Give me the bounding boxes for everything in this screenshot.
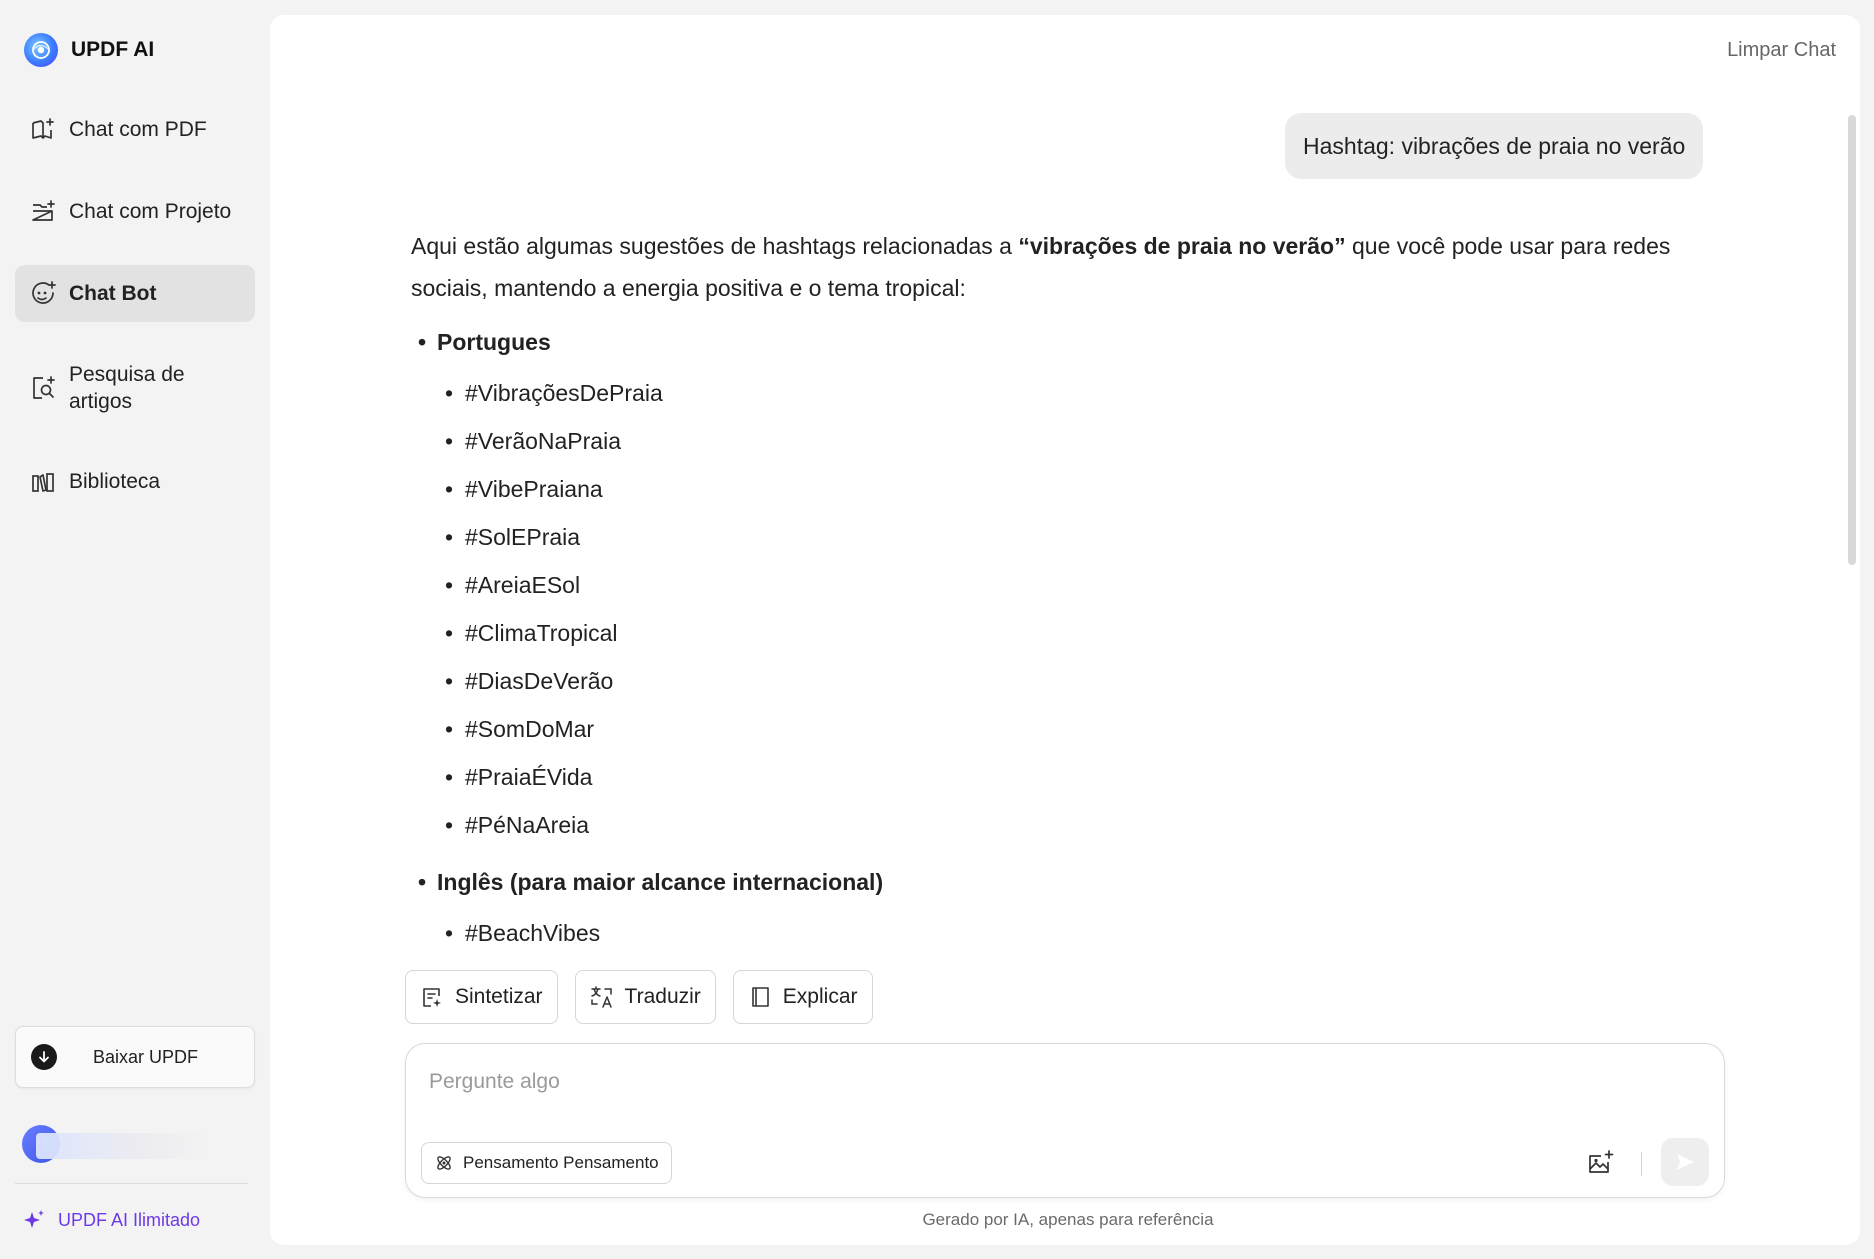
download-updf-button[interactable]	[15, 1026, 255, 1088]
section-title: • Inglês (para maior alcance internacional)	[411, 861, 1741, 903]
upgrade-link[interactable]	[22, 1208, 200, 1232]
list-item: • #VibraçõesDePraia	[411, 369, 1741, 417]
divider	[1641, 1152, 1642, 1176]
ai-disclaimer: Gerado por IA, apenas para referência	[922, 1210, 1214, 1229]
sidebar-item-biblioteca[interactable]	[15, 458, 255, 506]
sidebar-item-label: Chat Bot	[69, 281, 157, 305]
download-icon	[31, 1044, 57, 1070]
sidebar-divider	[15, 1183, 248, 1184]
updf-logo-icon	[24, 33, 58, 67]
action-label: Traduzir	[624, 985, 701, 1008]
send-button[interactable]	[1661, 1138, 1709, 1186]
summarize-icon	[419, 984, 445, 1010]
user-name-redacted	[36, 1133, 212, 1159]
list-item: • #ClimaTropical	[411, 609, 1741, 657]
assistant-answer	[411, 225, 1741, 957]
bot-face-icon	[29, 280, 57, 308]
download-label: Baixar UPDF	[93, 1046, 199, 1067]
brand[interactable]	[24, 33, 154, 67]
list-item: • #SomDoMar	[411, 705, 1741, 753]
quick-actions	[405, 970, 890, 1024]
chat-panel	[270, 15, 1860, 1245]
clear-chat-button[interactable]: Limpar Chat	[1727, 39, 1836, 61]
sidebar	[0, 0, 268, 1259]
message-composer	[405, 1043, 1725, 1198]
sidebar-item-label: Chat com PDF	[69, 118, 207, 141]
book-icon	[747, 984, 773, 1010]
atom-icon	[434, 1153, 454, 1173]
list-item: • #SolEPraia	[411, 513, 1741, 561]
sidebar-item-chat-pdf[interactable]	[15, 106, 255, 154]
search-document-icon	[29, 374, 57, 402]
list-item: • #DiasDeVerão	[411, 657, 1741, 705]
list-item: • #PéNaAreia	[411, 801, 1741, 849]
action-label: Sintetizar	[455, 985, 543, 1008]
list-item: • #VerãoNaPraia	[411, 417, 1741, 465]
book-sparkle-icon	[29, 116, 57, 144]
explain-button[interactable]	[733, 970, 873, 1024]
brand-name: UPDF AI	[71, 38, 155, 61]
sidebar-item-label: Chat com Projeto	[69, 200, 232, 223]
sparkle-icon	[22, 1208, 46, 1232]
translate-icon	[589, 984, 615, 1010]
thinking-toggle[interactable]	[421, 1142, 672, 1184]
summarize-button[interactable]	[405, 970, 558, 1024]
thinking-label: Pensamento Pensamento	[463, 1153, 659, 1172]
translate-button[interactable]	[575, 970, 716, 1024]
list-item: • #VibePraiana	[411, 465, 1741, 513]
answer-intro: Aqui estão algumas sugestões de hashtags relacionadas a “vibrações de praia no verão” que você pode usar para redes sociais, mantendo a energia positiva e o tema tropical:	[411, 233, 1671, 301]
folder-sparkle-icon	[29, 198, 57, 226]
sidebar-item-label: Pesquisa de artigos	[69, 363, 185, 413]
list-item: • #AreiaESol	[411, 561, 1741, 609]
image-upload-icon[interactable]	[1586, 1148, 1616, 1178]
send-icon	[1674, 1151, 1696, 1173]
user-account[interactable]	[22, 1125, 197, 1163]
action-label: Explicar	[782, 985, 858, 1008]
message-input[interactable]	[429, 1064, 1629, 1100]
library-icon	[29, 468, 57, 496]
sidebar-item-pesquisa-artigos[interactable]	[15, 360, 255, 416]
section-title: • Portugues	[411, 321, 1741, 363]
list-item: • #PraiaÉVida	[411, 753, 1741, 801]
upgrade-label: UPDF AI Ilimitado	[58, 1209, 201, 1230]
scrollbar[interactable]	[1848, 115, 1856, 565]
sidebar-item-chat-projeto[interactable]	[15, 188, 255, 236]
sidebar-item-label: Biblioteca	[69, 470, 161, 493]
user-message: Hashtag: vibrações de praia no verão	[1285, 113, 1703, 179]
sidebar-item-chat-bot[interactable]	[15, 265, 255, 322]
list-item: • #BeachVibes	[411, 909, 1741, 957]
